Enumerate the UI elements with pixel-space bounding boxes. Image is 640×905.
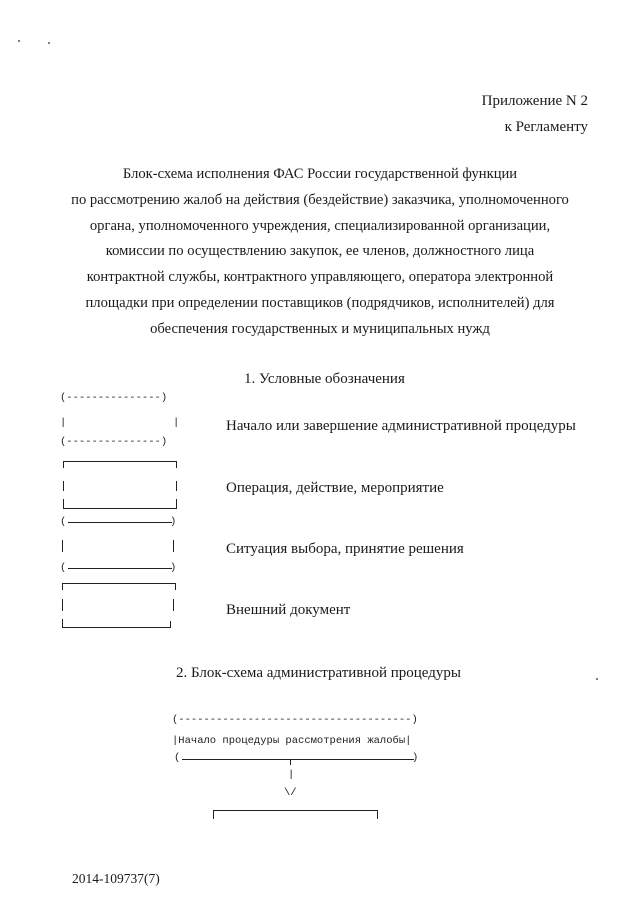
title-line: органа, уполномоченного учреждения, специализированной организации,: [89, 217, 551, 234]
start-block-bottom: ( ): [174, 752, 419, 764]
document-title: [40, 162, 600, 343]
title-line: Блок-схема исполнения ФАС России государственной функции: [122, 166, 518, 182]
title-line: по рассмотрению жалоб на действия (бездействие) заказчика, уполномоченного: [71, 191, 569, 208]
appendix-reference: к Регламенту: [504, 119, 588, 135]
start-block-label: |Начало процедуры рассмотрения жалобы|: [172, 735, 412, 747]
terminal-symbol-bottom: (---------------): [60, 436, 168, 448]
arrow-stem: |: [288, 769, 295, 781]
legend-label-decision: Ситуация выбора, принятие решения: [226, 541, 464, 557]
document-number: 2014-109737(7): [72, 871, 160, 886]
section1-heading: 1. Условные обозначения: [244, 371, 405, 387]
decision-symbol: ( ) ( ): [60, 516, 177, 574]
legend-label-operation: Операция, действие, мероприятие: [226, 480, 444, 496]
legend-label-terminal: Начало или завершение административной процедуры: [226, 418, 576, 434]
next-block-top: [213, 810, 378, 822]
legend-label-document: Внешний документ: [226, 602, 351, 618]
start-block-top: (-------------------------------------): [172, 714, 418, 726]
title-line: контрактной службы, контрактного управляющего, оператора электронной: [86, 269, 554, 286]
scan-speck: [596, 678, 598, 680]
title-line: комиссии по осуществлению закупок, ее членов, должностного лица: [105, 243, 535, 260]
title-line: площадки при определении поставщиков (подрядчиков, исполнителей) для: [85, 294, 555, 311]
title-line: обеспечения государственных и муниципальных нужд: [150, 320, 490, 337]
scan-speck: [18, 40, 20, 42]
document-symbol: [62, 583, 176, 631]
section2-heading: 2. Блок-схема административной процедуры: [176, 665, 461, 681]
arrow-head: \/: [284, 787, 297, 799]
terminal-symbol-top: (---------------): [60, 392, 168, 404]
appendix-number: Приложение N 2: [481, 93, 588, 109]
terminal-symbol-left: |: [60, 417, 67, 429]
scan-speck: [48, 42, 50, 44]
terminal-symbol-right: |: [173, 417, 180, 429]
rectangle-symbol: [63, 461, 177, 509]
